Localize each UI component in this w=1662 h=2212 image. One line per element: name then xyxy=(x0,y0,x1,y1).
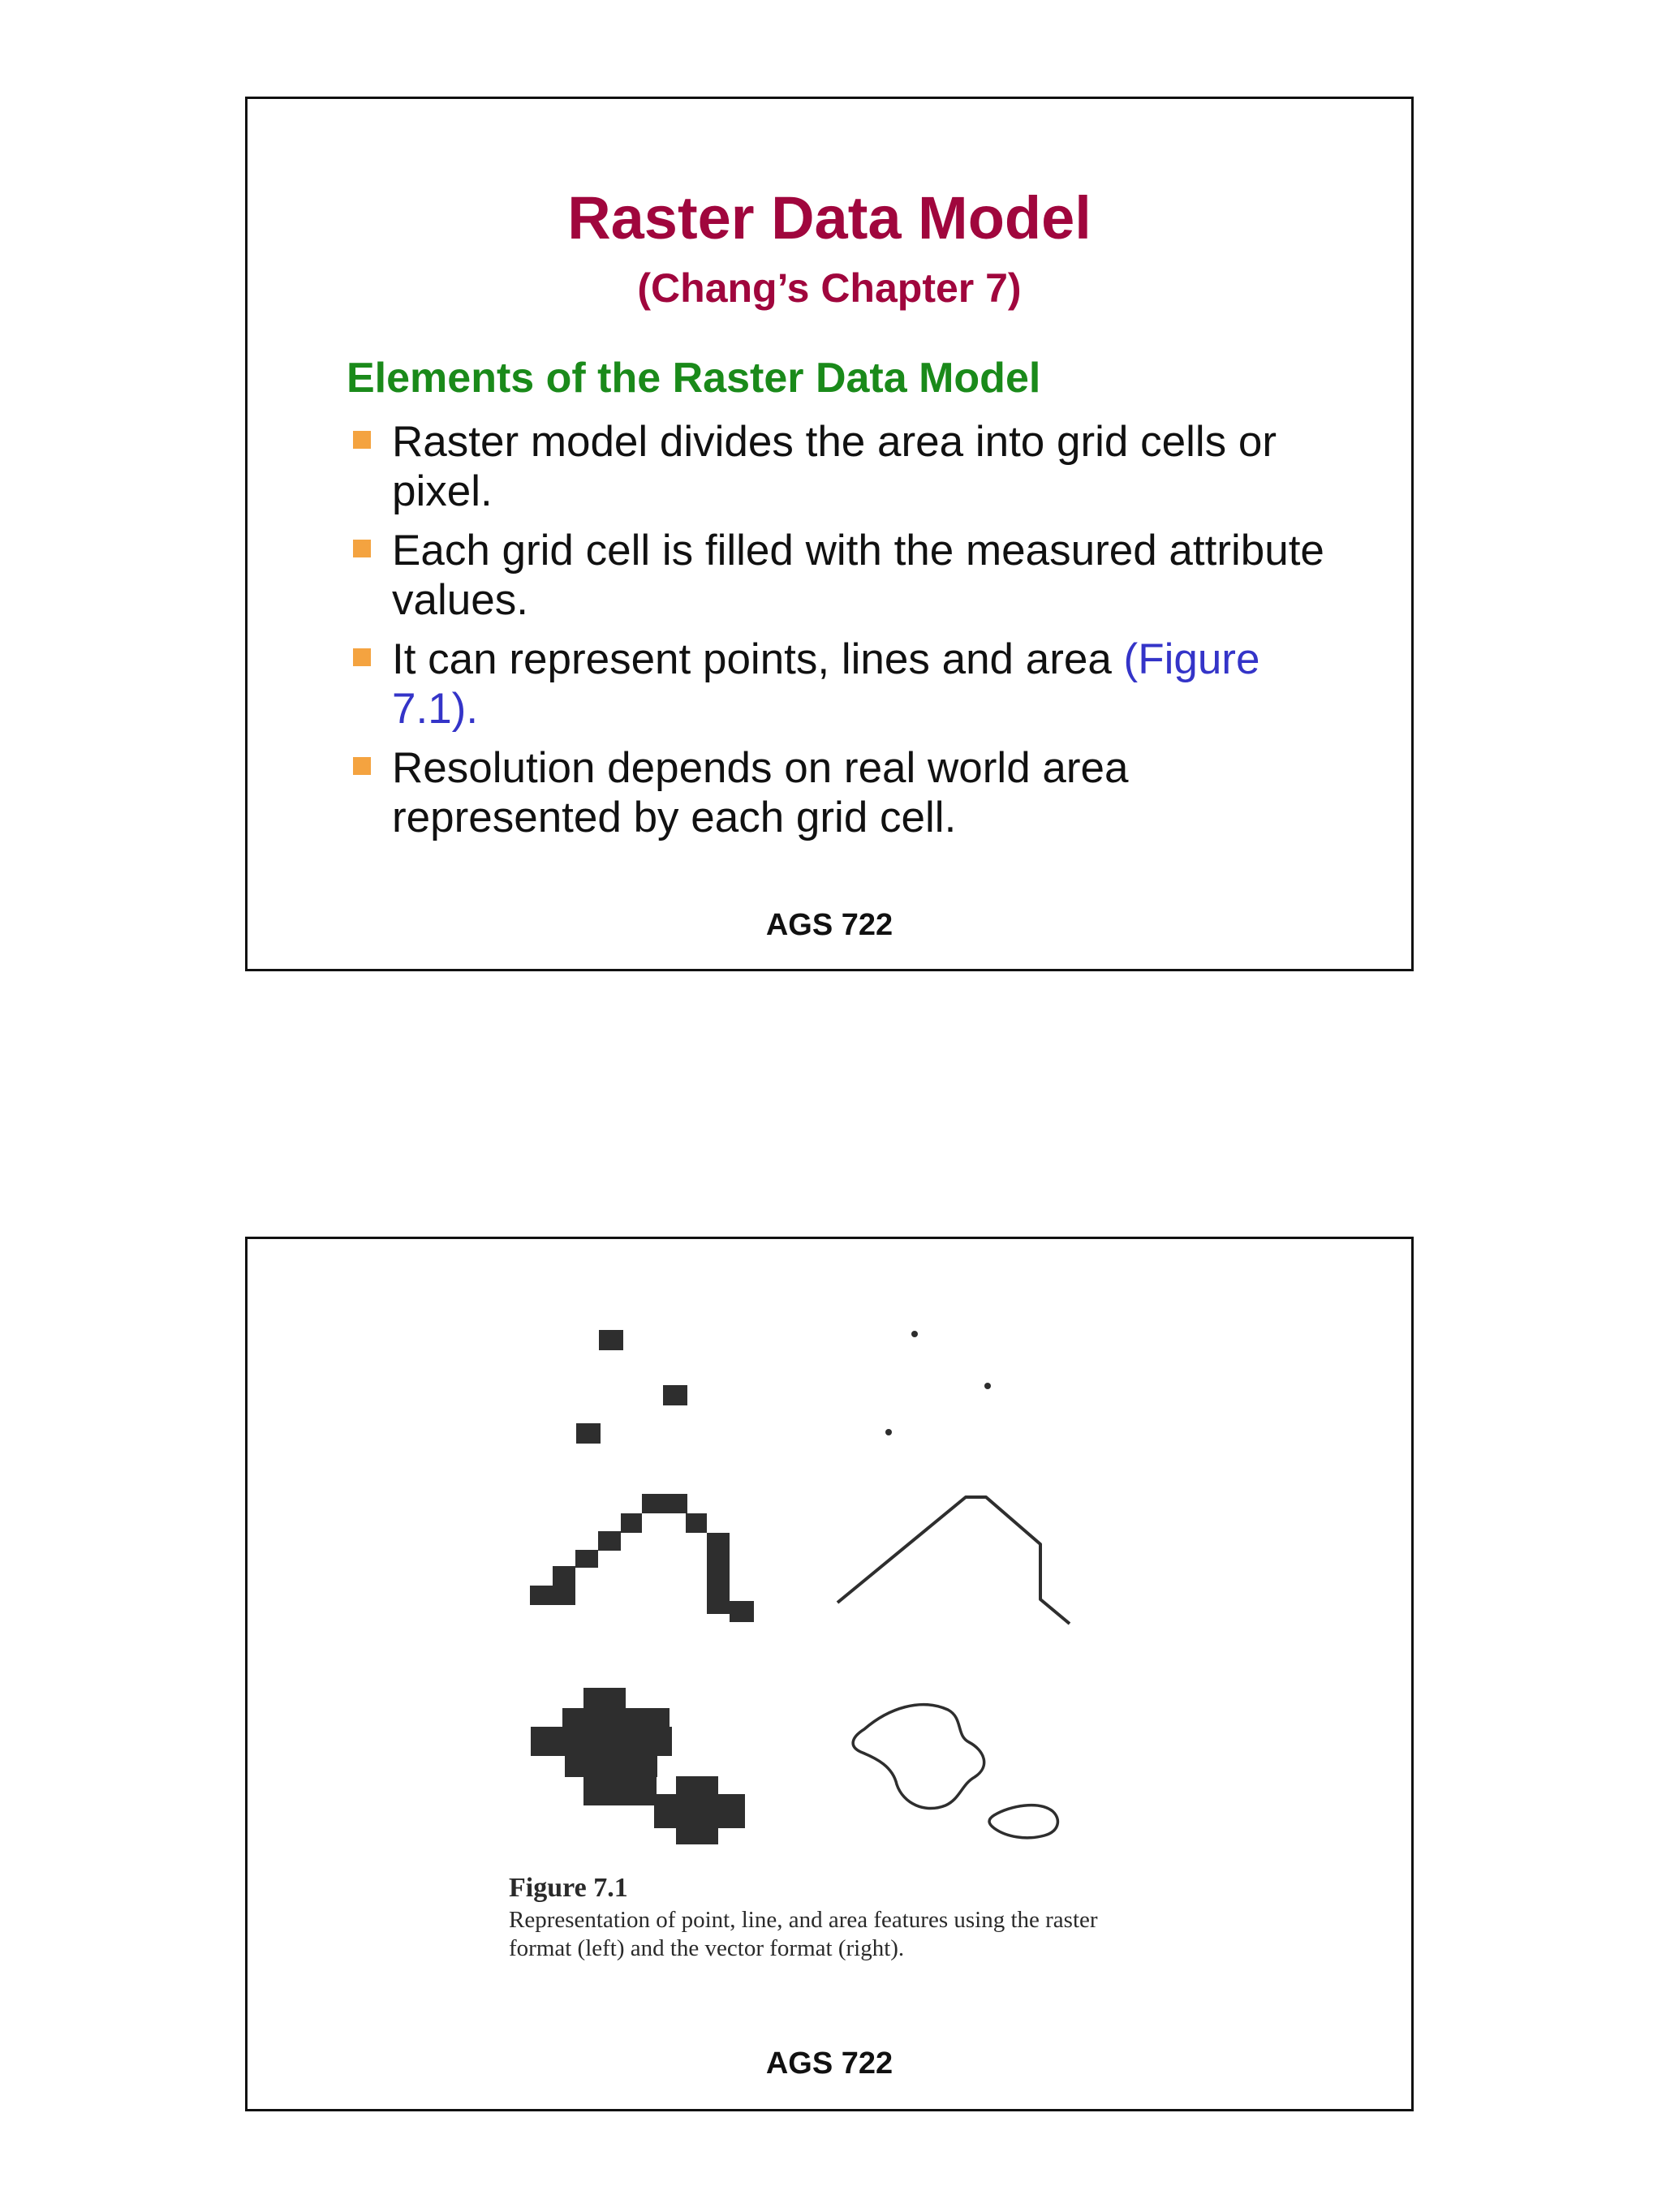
vector-area-large xyxy=(853,1705,984,1809)
slide-title: Raster Data Model xyxy=(567,184,1091,252)
slide-figure-7-1 xyxy=(245,1237,1414,2111)
raster-area-cells xyxy=(531,1688,745,1844)
square-bullet-icon xyxy=(353,648,371,666)
bullet-text: Each grid cell is filled with the measured attribute values. xyxy=(392,527,1324,624)
raster-line-cells xyxy=(530,1494,754,1622)
square-bullet-icon xyxy=(353,757,371,775)
slide-raster-data-model xyxy=(245,97,1414,971)
slide-footer: AGS 722 xyxy=(765,2046,893,2081)
square-bullet-icon xyxy=(353,540,371,557)
bullet-item xyxy=(347,526,1353,625)
section-heading: Elements of the Raster Data Model xyxy=(347,355,1041,402)
bullet-text: Raster model divides the area into grid cells or pixel. xyxy=(392,418,1277,515)
bullet-text: It can represent points, lines and area xyxy=(392,635,1124,683)
slide-footer: AGS 722 xyxy=(765,908,893,942)
slide-subtitle: (Chang’s Chapter 7) xyxy=(637,265,1022,311)
bullet-item xyxy=(347,635,1353,734)
vector-points xyxy=(885,1331,991,1435)
square-bullet-icon xyxy=(353,431,371,449)
vector-line xyxy=(837,1497,1070,1624)
figure-reference: (Figure 7.1). xyxy=(392,635,1260,733)
bullet-item xyxy=(347,417,1353,516)
figure-caption: Representation of point, line, and area features using the raster format (left) and the vector format (right). xyxy=(509,1907,1098,1961)
figure-illustration xyxy=(248,1239,1411,2109)
bullet-item xyxy=(347,743,1353,842)
vector-area-small xyxy=(989,1805,1057,1838)
bullet-text: Resolution depends on real world area represented by each grid cell. xyxy=(392,744,1129,841)
figure-title: Figure 7.1 xyxy=(509,1873,628,1903)
raster-point-cells xyxy=(576,1330,687,1444)
bullet-list xyxy=(347,417,1353,852)
